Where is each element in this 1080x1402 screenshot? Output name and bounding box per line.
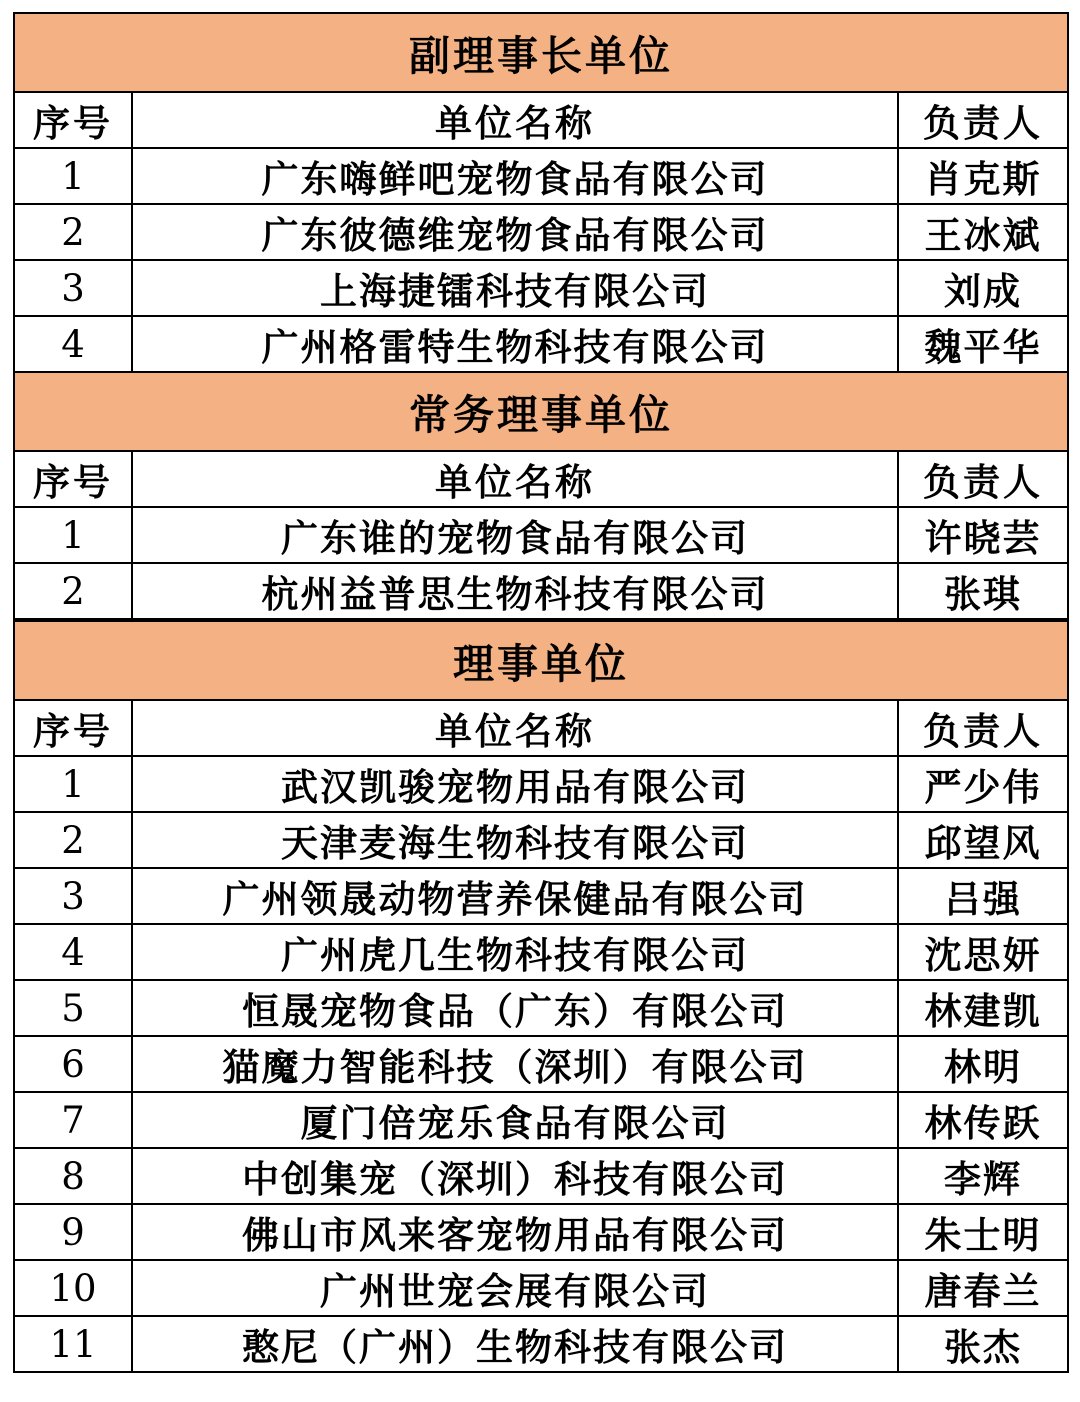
table-row	[14, 148, 1068, 204]
table-row	[14, 316, 1068, 372]
row-number: 2	[14, 204, 132, 260]
person-in-charge: 李辉	[898, 1148, 1068, 1204]
header-no: 序号	[14, 700, 132, 756]
unit-name: 中创集宠（深圳）科技有限公司	[132, 1148, 898, 1204]
row-number: 6	[14, 1036, 132, 1092]
table-row	[14, 507, 1068, 563]
row-number: 1	[14, 507, 132, 563]
unit-name: 猫魔力智能科技（深圳）有限公司	[132, 1036, 898, 1092]
unit-name: 广州世宠会展有限公司	[132, 1260, 898, 1316]
unit-name: 杭州益普思生物科技有限公司	[132, 563, 898, 619]
row-number: 7	[14, 1092, 132, 1148]
unit-name: 武汉凯骏宠物用品有限公司	[132, 756, 898, 812]
unit-name: 佛山市风来客宠物用品有限公司	[132, 1204, 898, 1260]
person-in-charge: 严少伟	[898, 756, 1068, 812]
table-row	[14, 1092, 1068, 1148]
person-in-charge: 王冰斌	[898, 204, 1068, 260]
header-no: 序号	[14, 451, 132, 507]
unit-name: 天津麦海生物科技有限公司	[132, 812, 898, 868]
row-number: 10	[14, 1260, 132, 1316]
unit-name: 广州领晟动物营养保健品有限公司	[132, 868, 898, 924]
table-row	[14, 1148, 1068, 1204]
row-number: 2	[14, 812, 132, 868]
unit-name: 广东谁的宠物食品有限公司	[132, 507, 898, 563]
row-number: 2	[14, 563, 132, 619]
unit-name: 恒晟宠物食品（广东）有限公司	[132, 980, 898, 1036]
table-row	[14, 924, 1068, 980]
row-number: 3	[14, 260, 132, 316]
person-in-charge: 张杰	[898, 1316, 1068, 1372]
header-person: 负责人	[898, 700, 1068, 756]
unit-name: 憨尼（广州）生物科技有限公司	[132, 1316, 898, 1372]
table-row	[14, 980, 1068, 1036]
table-row	[14, 1204, 1068, 1260]
unit-name: 上海捷镭科技有限公司	[132, 260, 898, 316]
person-in-charge: 邱望风	[898, 812, 1068, 868]
row-number: 11	[14, 1316, 132, 1372]
unit-name: 厦门倍宠乐食品有限公司	[132, 1092, 898, 1148]
table-row	[14, 260, 1068, 316]
row-number: 1	[14, 756, 132, 812]
section-title: 副理事长单位	[14, 13, 1068, 92]
person-in-charge: 林明	[898, 1036, 1068, 1092]
row-number: 1	[14, 148, 132, 204]
row-number: 4	[14, 924, 132, 980]
person-in-charge: 魏平华	[898, 316, 1068, 372]
table-row	[14, 756, 1068, 812]
table-row	[14, 204, 1068, 260]
header-no: 序号	[14, 92, 132, 148]
person-in-charge: 唐春兰	[898, 1260, 1068, 1316]
row-number: 8	[14, 1148, 132, 1204]
table-row	[14, 1316, 1068, 1372]
unit-name: 广州虎几生物科技有限公司	[132, 924, 898, 980]
member-units-table	[13, 12, 1069, 1373]
table-row	[14, 868, 1068, 924]
table-row	[14, 563, 1068, 619]
unit-name: 广州格雷特生物科技有限公司	[132, 316, 898, 372]
person-in-charge: 吕强	[898, 868, 1068, 924]
column-header-row	[14, 92, 1068, 148]
person-in-charge: 刘成	[898, 260, 1068, 316]
header-person: 负责人	[898, 451, 1068, 507]
person-in-charge: 林传跃	[898, 1092, 1068, 1148]
section-title: 理事单位	[14, 621, 1068, 700]
person-in-charge: 林建凯	[898, 980, 1068, 1036]
unit-name: 广东嗨鲜吧宠物食品有限公司	[132, 148, 898, 204]
person-in-charge: 沈思妍	[898, 924, 1068, 980]
row-number: 5	[14, 980, 132, 1036]
section-title-row	[14, 621, 1068, 700]
person-in-charge: 肖克斯	[898, 148, 1068, 204]
person-in-charge: 朱士明	[898, 1204, 1068, 1260]
table-body	[14, 13, 1068, 1372]
section-title-row	[14, 372, 1068, 451]
unit-name: 广东彼德维宠物食品有限公司	[132, 204, 898, 260]
row-number: 4	[14, 316, 132, 372]
row-number: 9	[14, 1204, 132, 1260]
column-header-row	[14, 451, 1068, 507]
header-person: 负责人	[898, 92, 1068, 148]
section-title-row	[14, 13, 1068, 92]
table-row	[14, 1036, 1068, 1092]
person-in-charge: 许晓芸	[898, 507, 1068, 563]
header-unit-name: 单位名称	[132, 92, 898, 148]
table-row	[14, 1260, 1068, 1316]
row-number: 3	[14, 868, 132, 924]
header-unit-name: 单位名称	[132, 700, 898, 756]
table-row	[14, 812, 1068, 868]
person-in-charge: 张琪	[898, 563, 1068, 619]
column-header-row	[14, 700, 1068, 756]
section-title: 常务理事单位	[14, 372, 1068, 451]
header-unit-name: 单位名称	[132, 451, 898, 507]
